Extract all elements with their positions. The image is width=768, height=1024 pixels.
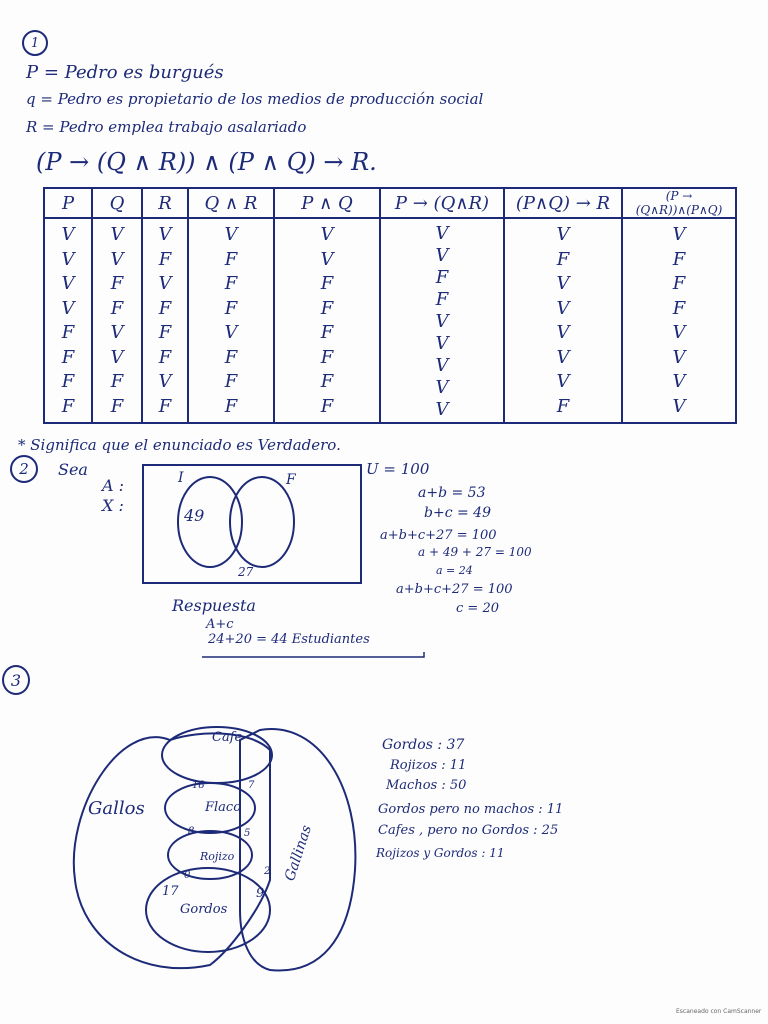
- header-p: P: [44, 188, 92, 218]
- header-p-implies-qr: P → (Q∧R): [380, 188, 504, 218]
- truth-table: [43, 187, 737, 424]
- num-0: 0: [184, 870, 191, 881]
- set-f-label: F: [286, 472, 296, 488]
- label-flaco: Flaco: [205, 800, 242, 815]
- column-p: V V V V F F F F: [44, 218, 92, 423]
- header-r: R: [142, 188, 188, 218]
- section-3-number: 3: [2, 665, 30, 695]
- eq-universe: U = 100: [366, 460, 430, 478]
- answer-expression: A+c: [206, 617, 234, 632]
- section-2-number: 2: [10, 455, 38, 483]
- definition-r: R = Pedro emplea trabajo asalariado: [26, 118, 307, 136]
- label-gallinas: Gallinas: [282, 823, 315, 883]
- column-r: V F V F F F V F: [142, 218, 188, 423]
- note-text: * Significa que el enunciado es Verdadero.: [18, 436, 341, 454]
- num-7: 7: [248, 780, 255, 791]
- x-label: X :: [102, 496, 124, 515]
- data-gordos-no-machos: Gordos pero no machos : 11: [378, 802, 564, 817]
- num-18: 18: [192, 780, 205, 791]
- column-p-and-q: V V F F F F F F: [274, 218, 380, 423]
- venn-diagram-3: [60, 710, 370, 980]
- label-cafe: Cafe: [212, 730, 243, 745]
- data-machos: Machos : 50: [386, 778, 467, 793]
- eq-c-value: c = 20: [456, 601, 499, 616]
- eq-a-b: a+b = 53: [418, 485, 486, 501]
- header-p-and-q: P ∧ Q: [274, 188, 380, 218]
- eq-sum-again: a+b+c+27 = 100: [396, 582, 513, 597]
- answer-result: 24+20 = 44 Estudiantes: [208, 632, 370, 647]
- eq-a-value: a = 24: [436, 564, 473, 577]
- header-pq-implies-r: (P∧Q) → R: [504, 188, 622, 218]
- answer-title: Respuesta: [172, 596, 256, 615]
- data-rojizos: Rojizos : 11: [390, 758, 467, 773]
- label-gordos: Gordos: [180, 902, 228, 917]
- data-gordos: Gordos : 37: [382, 737, 465, 753]
- a-label: A :: [102, 476, 125, 495]
- data-rojizos-gordos: Rojizos y Gordos : 11: [376, 846, 505, 860]
- set-i-label: I: [178, 470, 184, 486]
- num-17: 17: [162, 884, 179, 899]
- label-rojizo: Rojizo: [200, 850, 235, 863]
- num-2: 2: [264, 866, 271, 877]
- column-q-and-r: V F F F V F F F: [188, 218, 274, 423]
- eq-b-c: b+c = 49: [424, 505, 491, 521]
- column-q: V V F F V V F F: [92, 218, 142, 423]
- section-1-number: 1: [22, 30, 48, 56]
- label-gallos: Gallos: [88, 798, 145, 819]
- formula: (P → (Q ∧ R)) ∧ (P ∧ Q) → R.: [36, 148, 377, 176]
- column-pq-implies-r: V F V V V V V F: [504, 218, 622, 423]
- region-49: 49: [184, 506, 205, 525]
- column-p-implies-qr: V V F F V V V V V: [380, 218, 504, 423]
- outside-27: 27: [238, 565, 254, 579]
- definition-p: P = Pedro es burgués: [26, 62, 224, 83]
- sea-label: Sea: [58, 460, 88, 479]
- eq-sum: a+b+c+27 = 100: [380, 528, 497, 543]
- answer-underline: [200, 650, 430, 660]
- scanner-footer: Escaneado con CamScanner: [676, 1008, 762, 1015]
- header-conjunction: (P → (Q∧R))∧(P∧Q): [622, 188, 736, 218]
- header-q: Q: [92, 188, 142, 218]
- header-q-and-r: Q ∧ R: [188, 188, 274, 218]
- eq-substitute: a + 49 + 27 = 100: [418, 545, 532, 559]
- num-8: 8: [188, 826, 195, 837]
- num-5: 5: [244, 828, 251, 839]
- definition-q: q = Pedro es propietario de los medios de producción social: [26, 90, 484, 108]
- column-conjunction: V F F F V V V V: [622, 218, 736, 423]
- num-9: 9: [256, 886, 265, 901]
- data-cafes-no-gordos: Cafes , pero no Gordos : 25: [378, 823, 559, 838]
